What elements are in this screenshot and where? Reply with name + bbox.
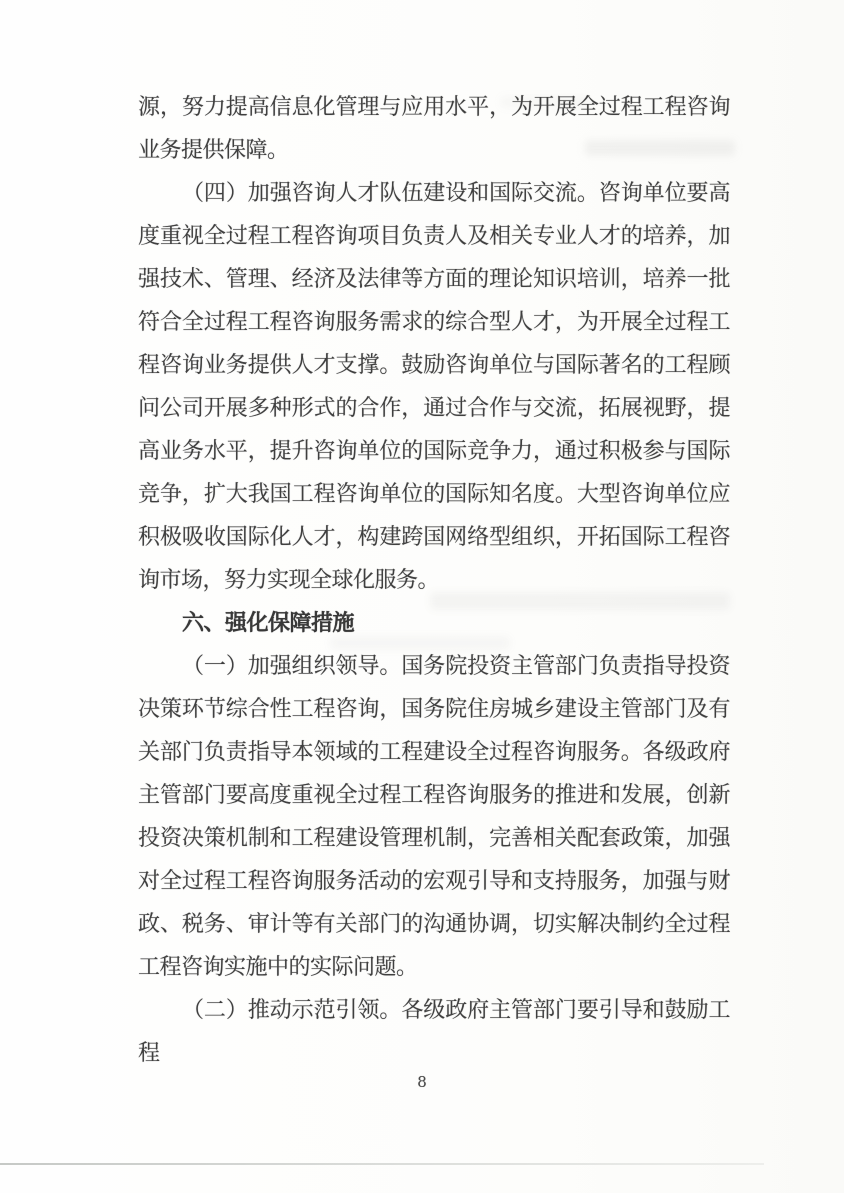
paragraph-continuation: 源，努力提高信息化管理与应用水平，为开展全过程工程咨询业务提供保障。 (138, 95, 730, 163)
section-heading: 六、强化保障措施 (182, 610, 355, 636)
page-number: 8 (417, 1073, 427, 1091)
paragraph: （一）加强组织领导。国务院投资主管部门负责指导投资决策环节综合性工程咨询，国务院住房城乡建设主管部门及有关部门负责指导本领域的工程建设全过程咨询服务。各级政府主管部门要高度重视全过程工程咨询服务的推进和发展，创新投资决策机制和工程建设管理机制，完善相关配套政策，加强对全过程工程咨询服务活动的宏观引导和支持服务，加强与财政、税务、审计等有关部门的沟通协调，切实解决制约全过程工程咨询实施中的实际问题。 (138, 654, 730, 980)
paragraph: （四）加强咨询人才队伍建设和国际交流。咨询单位要高度重视全过程工程咨询项目负责人及相关专业人才的培养，加强技术、管理、经济及法律等方面的理论知识培训，培养一批符合全过程工程咨询服务需求的综合型人才，为开展全过程工程咨询业务提供人才支撑。鼓励咨询单位与国际著名的工程顾问公司开展多种形式的合作，通过合作与交流，拓展视野，提高业务水平，提升咨询单位的国际竞争力，通过积极参与国际竞争，扩大我国工程咨询单位的国际知名度。大型咨询单位应积极吸收国际化人才，构建跨国网络型组织，开拓国际工程咨询市场，努力实现全球化服务。 (138, 181, 730, 593)
paragraph: （二）推动示范引领。各级政府主管部门要引导和鼓励工程 (138, 998, 730, 1066)
document-body (138, 86, 730, 1075)
scanner-edge-line (0, 1163, 764, 1165)
